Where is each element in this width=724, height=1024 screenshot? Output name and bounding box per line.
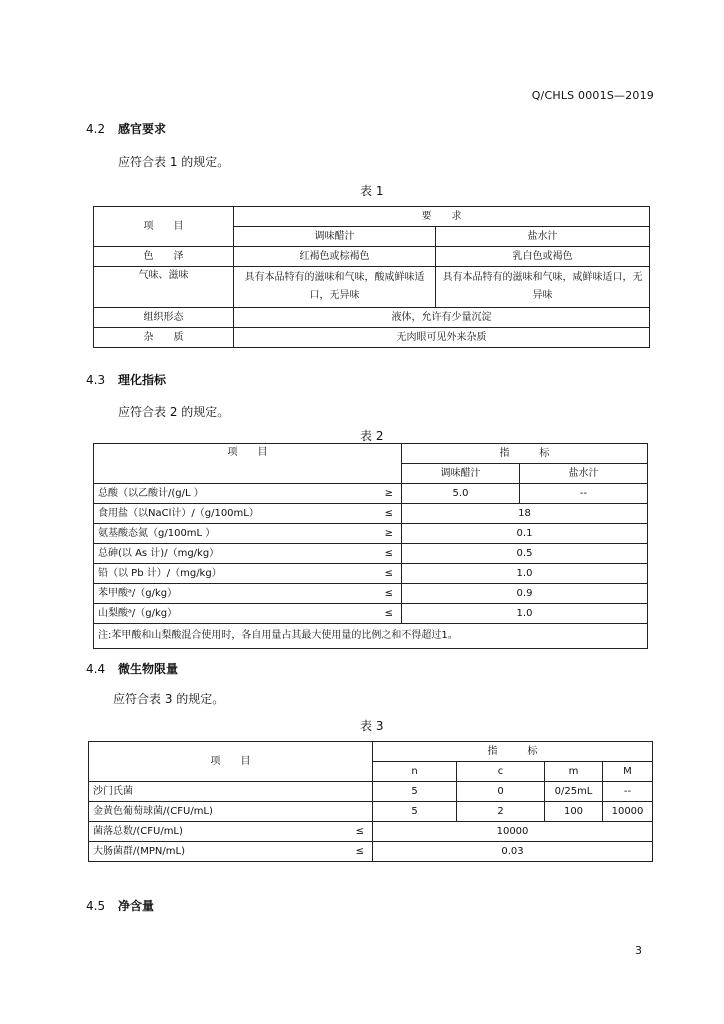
table-row xyxy=(94,544,648,564)
table-row xyxy=(94,247,650,267)
table-row xyxy=(94,564,648,584)
table-row xyxy=(94,524,648,544)
row-value: -- xyxy=(603,782,653,802)
row-item: 气味、滋味 xyxy=(94,267,234,308)
row-item: 食用盐（以NaCl计）/（g/100mL） xyxy=(94,504,364,524)
table1-col-2: 盐水汁 xyxy=(436,227,650,247)
section-4-2-text: 应符合表 1 的规定。 xyxy=(118,155,230,169)
row-value: 2 xyxy=(457,802,545,822)
section-number: 4.2 xyxy=(86,122,106,136)
section-4-3-text: 应符合表 2 的规定。 xyxy=(118,405,230,419)
table2-note: 注:苯甲酸和山梨酸混合使用时，各自用量占其最大使用量的比例之和不得超过1。 xyxy=(94,624,648,649)
row-item: 杂 质 xyxy=(94,328,234,348)
table3-header-item: 项 目 xyxy=(89,742,373,782)
row-symbol: ≤ xyxy=(335,822,373,842)
table-row xyxy=(94,308,650,328)
section-4-4-heading xyxy=(86,660,178,677)
table1 xyxy=(93,206,650,348)
section-title: 感官要求 xyxy=(118,122,167,136)
row-value: -- xyxy=(520,484,648,504)
row-value: 0.9 xyxy=(402,584,648,604)
row-value: 乳白色或褐色 xyxy=(436,247,650,267)
row-value: 液体，允许有少量沉淀 xyxy=(234,308,650,328)
row-value: 具有本品特有的滋味和气味，酸咸鲜味适口，无异味 xyxy=(234,267,436,308)
table-row xyxy=(94,504,648,524)
table2-col-2: 盐水汁 xyxy=(520,464,648,484)
table2-header-indicator: 指 标 xyxy=(402,444,648,464)
row-symbol: ≤ xyxy=(335,842,373,862)
row-value: 0.03 xyxy=(373,842,653,862)
section-4-3-heading xyxy=(86,371,166,388)
row-symbol: ≤ xyxy=(364,584,402,604)
row-value: 具有本品特有的滋味和气味，咸鲜味适口，无异味 xyxy=(436,267,650,308)
row-symbol: ≥ xyxy=(364,524,402,544)
table3 xyxy=(88,741,653,862)
row-symbol: ≥ xyxy=(364,484,402,504)
table3-col-n: n xyxy=(373,762,457,782)
row-item: 铅（以 Pb 计）/（mg/kg） xyxy=(94,564,364,584)
row-value: 0.1 xyxy=(402,524,648,544)
row-item: 总酸（以乙酸计/(g/L ） xyxy=(94,484,364,504)
section-title: 净含量 xyxy=(118,899,155,913)
row-item: 沙门氏菌 xyxy=(89,782,373,802)
section-number: 4.4 xyxy=(86,662,106,676)
row-value: 10000 xyxy=(373,822,653,842)
table-row xyxy=(89,802,653,822)
table-row xyxy=(89,842,653,862)
section-4-2-heading xyxy=(86,120,166,137)
row-item: 氨基酸态氮（g/100mL ） xyxy=(94,524,364,544)
row-value: 1.0 xyxy=(402,564,648,584)
table1-caption: 表 1 xyxy=(360,184,384,198)
row-value: 0/25mL xyxy=(545,782,603,802)
table-row xyxy=(94,604,648,624)
row-value: 5 xyxy=(373,802,457,822)
row-value: 无肉眼可见外来杂质 xyxy=(234,328,650,348)
table-row xyxy=(94,584,648,604)
row-symbol: ≤ xyxy=(364,604,402,624)
table-row xyxy=(94,267,650,308)
row-item: 金黄色葡萄球菌/(CFU/mL) xyxy=(89,802,373,822)
page-number: 3 xyxy=(635,944,642,957)
row-value: 红褐色或棕褐色 xyxy=(234,247,436,267)
table1-col-1: 调味醋汁 xyxy=(234,227,436,247)
table-row xyxy=(89,782,653,802)
section-4-5-heading xyxy=(86,897,154,914)
row-item: 山梨酸ᵃ/（g/kg） xyxy=(94,604,364,624)
section-number: 4.5 xyxy=(86,899,106,913)
table2-caption: 表 2 xyxy=(360,429,384,443)
table2 xyxy=(93,443,648,649)
row-value: 5 xyxy=(373,782,457,802)
table2-header-item: 项 目 xyxy=(94,444,402,484)
table1-header-item: 项 目 xyxy=(94,207,234,247)
section-title: 微生物限量 xyxy=(118,662,179,676)
row-value: 5.0 xyxy=(402,484,520,504)
document-code: Q/CHLS 0001S—2019 xyxy=(531,89,654,102)
row-value: 1.0 xyxy=(402,604,648,624)
section-4-4-text: 应符合表 3 的规定。 xyxy=(113,692,225,706)
section-title: 理化指标 xyxy=(118,373,167,387)
row-item: 组织形态 xyxy=(94,308,234,328)
table-row xyxy=(94,328,650,348)
row-symbol: ≤ xyxy=(364,564,402,584)
table-row xyxy=(89,822,653,842)
table3-col-c: c xyxy=(457,762,545,782)
section-number: 4.3 xyxy=(86,373,106,387)
row-item: 总砷(以 As 计)/（mg/kg） xyxy=(94,544,364,564)
row-value: 10000 xyxy=(603,802,653,822)
row-symbol: ≤ xyxy=(364,504,402,524)
table-row xyxy=(94,484,648,504)
table2-col-1: 调味醋汁 xyxy=(402,464,520,484)
row-item: 大肠菌群/(MPN/mL) xyxy=(89,842,335,862)
table3-col-M: M xyxy=(603,762,653,782)
row-item: 菌落总数/(CFU/mL) xyxy=(89,822,335,842)
table3-col-m: m xyxy=(545,762,603,782)
row-value: 18 xyxy=(402,504,648,524)
row-item: 色 泽 xyxy=(94,247,234,267)
row-value: 0.5 xyxy=(402,544,648,564)
table3-caption: 表 3 xyxy=(360,719,384,733)
row-symbol: ≤ xyxy=(364,544,402,564)
row-value: 100 xyxy=(545,802,603,822)
row-item: 苯甲酸ᵃ/（g/kg） xyxy=(94,584,364,604)
row-value: 0 xyxy=(457,782,545,802)
table3-header-indicator: 指 标 xyxy=(373,742,653,762)
table1-header-requirement: 要 求 xyxy=(234,207,650,227)
